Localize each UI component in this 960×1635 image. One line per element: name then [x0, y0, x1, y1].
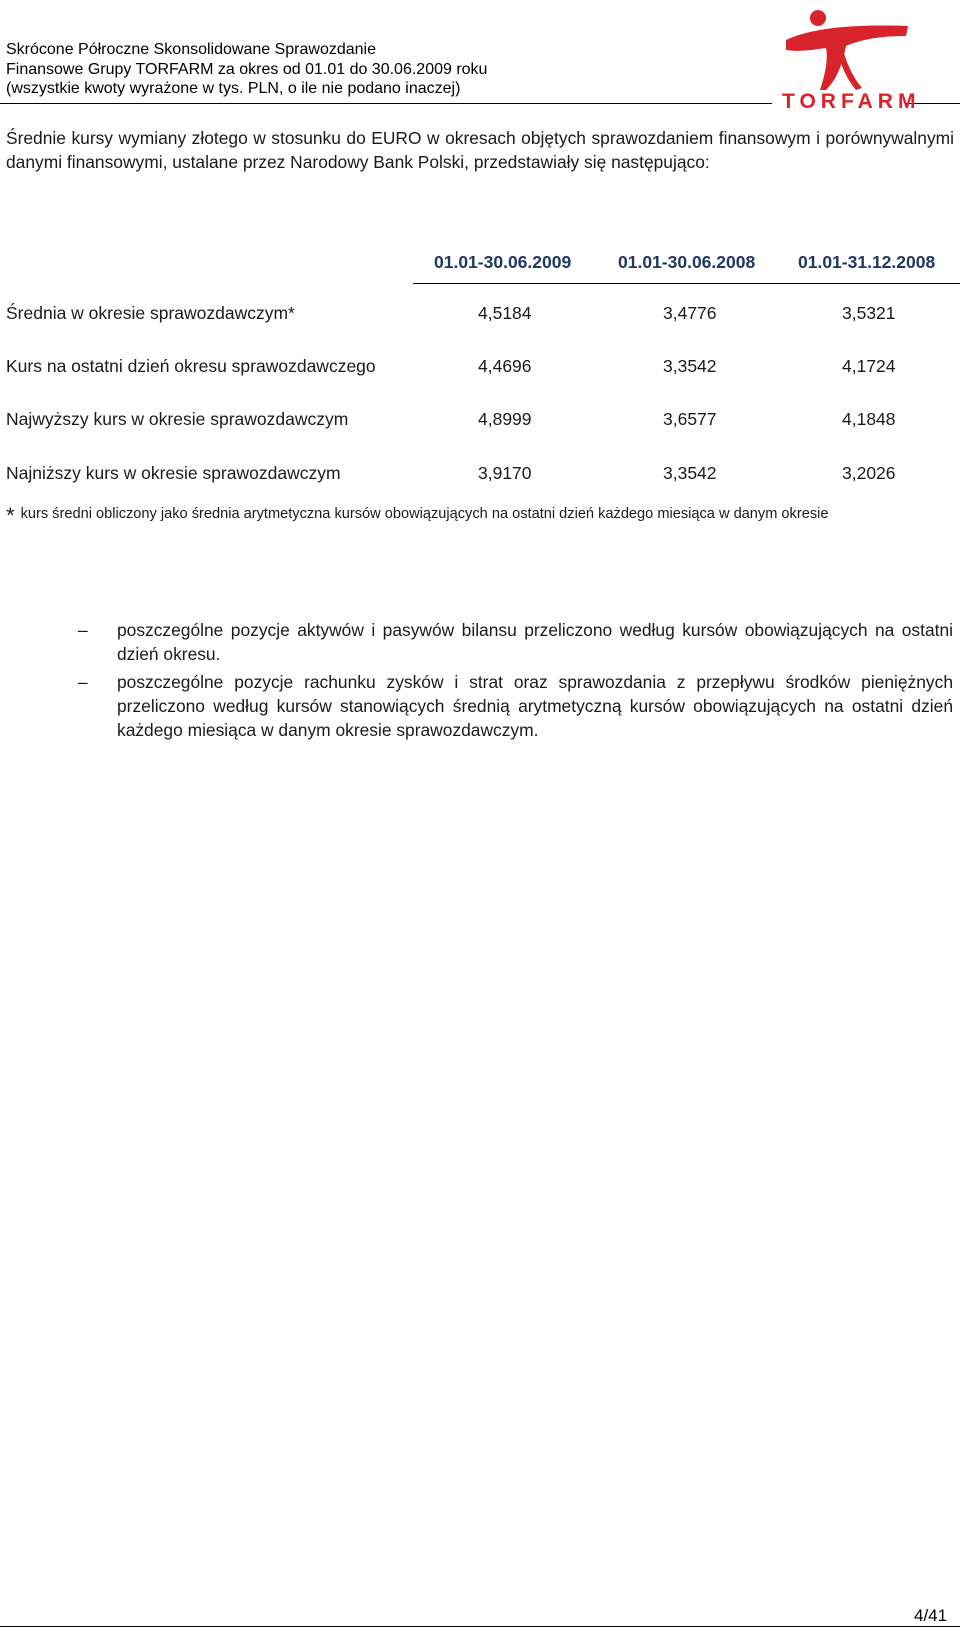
- list-item-text: poszczególne pozycje rachunku zysków i strat oraz sprawozdania z przepływu środków pieniężnych przeliczono według kursów stanowiących średnią arytmetyczną kursów obowiązujących na ostatni dzień każdego miesiąca w danym okresie sprawozdawczym.: [117, 672, 953, 740]
- row-value: 4,4696: [478, 356, 532, 376]
- row-value: 3,2026: [842, 463, 896, 483]
- intro-paragraph: Średnie kursy wymiany złotego w stosunku do EURO w okresach objętych sprawozdaniem finansowym i porównywalnymi danymi finansowymi, ustalane przez Narodowy Bank Polski, przedstawiały się następująco:: [6, 128, 954, 172]
- table-row: [6, 409, 956, 433]
- list-item-text: poszczególne pozycje aktywów i pasywów bilansu przeliczono według kursów obowiązujących na ostatni dzień okresu.: [117, 620, 953, 664]
- table-row: [6, 356, 956, 380]
- list-dash: –: [78, 620, 88, 640]
- column-header-2008-h1: 01.01-30.06.2008: [618, 252, 756, 272]
- list-dash: –: [78, 672, 88, 692]
- row-label: Kurs na ostatni dzień okresu sprawozdawczego: [6, 356, 376, 376]
- conversion-rules-list: [0, 618, 960, 746]
- column-header-divider: [413, 283, 960, 284]
- footnote-text: kurs średni obliczony jako średnia arytmetyczna kursów obowiązujących na ostatni dzień każdego miesiąca w danym okresie: [20, 506, 829, 522]
- list-item: [0, 618, 960, 666]
- row-value: 3,5321: [842, 303, 896, 323]
- row-value: 3,3542: [663, 463, 717, 483]
- page-number: 4/41: [914, 1606, 948, 1625]
- row-value: 4,8999: [478, 409, 532, 429]
- header-line-2: Finansowe Grupy TORFARM za okres od 01.01 do 30.06.2009 roku: [6, 60, 488, 78]
- table-row: [6, 463, 956, 487]
- row-value: 4,1848: [842, 409, 896, 429]
- header-line-1: Skrócone Półroczne Skonsolidowane Sprawozdanie: [6, 41, 376, 58]
- row-label: Średnia w okresie sprawozdawczym*: [6, 303, 295, 323]
- torfarm-logo: [782, 6, 920, 112]
- torfarm-figure-icon: [782, 6, 920, 92]
- table-footnote: [6, 503, 956, 529]
- row-value: 4,5184: [478, 303, 532, 323]
- column-header-2008-full: 01.01-31.12.2008: [798, 252, 936, 272]
- table-row: [6, 303, 956, 327]
- row-value: 3,6577: [663, 409, 717, 429]
- logo-wordmark: TORFARM: [782, 90, 921, 113]
- document-header: [6, 40, 786, 99]
- column-header-2009-h1: 01.01-30.06.2009: [434, 252, 572, 272]
- header-line-3: (wszystkie kwoty wyrażone w tys. PLN, o ile nie podano inaczej): [6, 80, 461, 97]
- row-value: 3,3542: [663, 356, 717, 376]
- header-divider: [0, 103, 772, 104]
- row-label: Najwyższy kurs w okresie sprawozdawczym: [6, 409, 349, 429]
- footer-divider: [0, 1626, 960, 1627]
- list-item: [0, 670, 960, 742]
- row-value: 3,9170: [478, 463, 532, 483]
- footnote-asterisk: *: [6, 503, 15, 528]
- row-value: 4,1724: [842, 356, 896, 376]
- row-label: Najniższy kurs w okresie sprawozdawczym: [6, 463, 341, 483]
- row-value: 3,4776: [663, 303, 717, 323]
